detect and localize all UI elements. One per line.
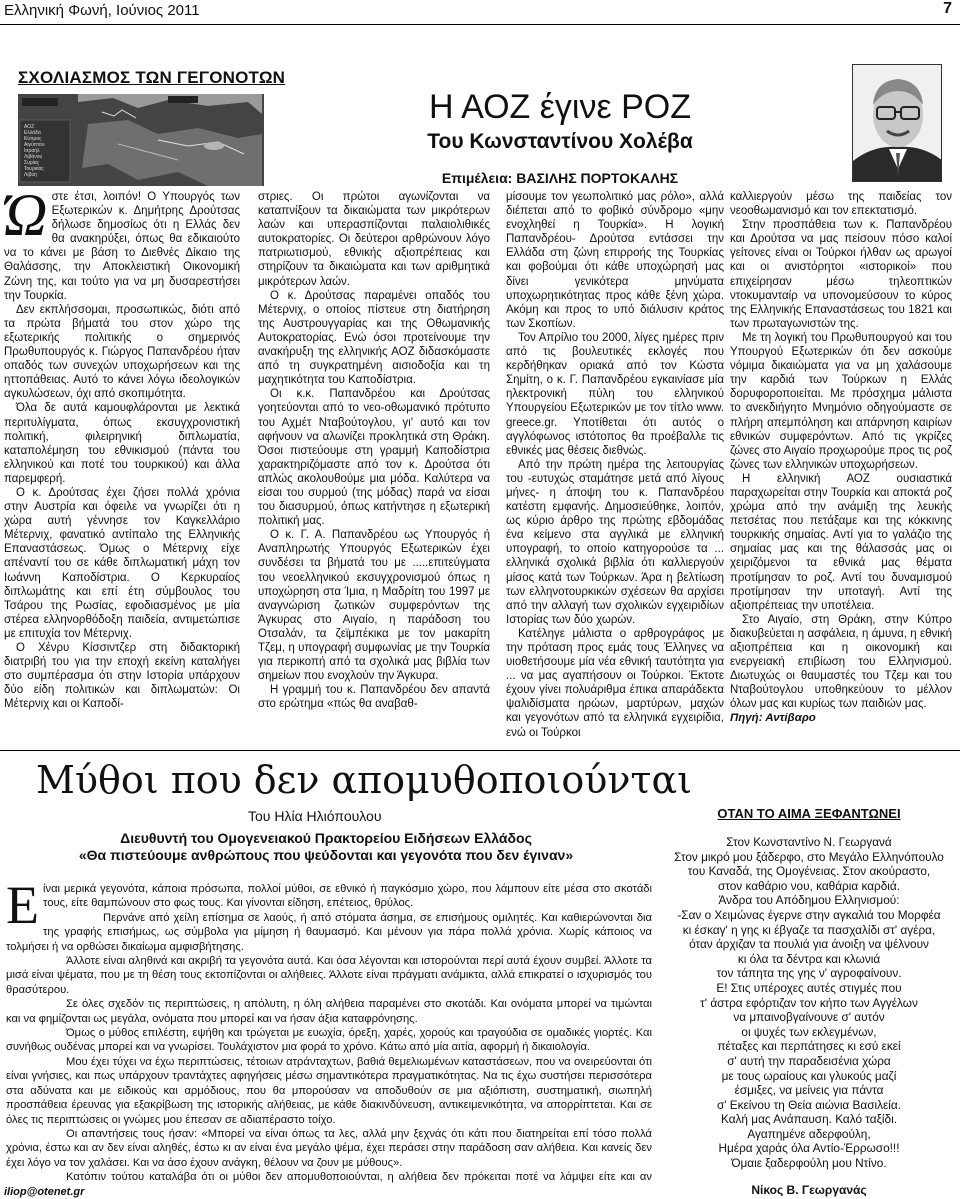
map-legend: [24, 124, 68, 178]
paragraph: Στην προσπάθεια των κ. Παπανδρέου και Δρούτσα να μας πείσουν πόσο καλοί γείτονες είναι οι Τούρκοι ήλθαν ως αρωγοί και οι ανιστόρητοι «ιστορικοί» που επιχείρησαν μέσω τηλεοπτικών ντοκυμανταίρ να υπονομεύσουν το κύρος της Ελληνικής Επαναστάσεως του 1821 και των πρωταγωνιστών της.: [730, 219, 952, 330]
drop-cap: Ώ: [4, 190, 48, 248]
poem-line: κι έσκαγ' η γης κι έβγαζε τα πασχαλίδι στ' αγέρα,: [682, 922, 936, 937]
publication-title: Ελληνική Φωνή, Ιούνιος 2011: [4, 2, 200, 19]
paragraph: Όμως ο μύθος επιλέστη, εψήθη και τρώγεται με ευωχία, όρεξη, χαρές, χορούς και τραγούδια σε ομαδικές γιορτές. Και συνήθως ουδένας μπορεί και να γνωρίσει. Τουλάχιστον μια φορά το χρόνο. Κάτω από μία αιτία, αφορμή ή δικαιολογία.: [6, 1027, 652, 1054]
paragraph: Με τη λογική του Πρωθυπουργού και του Υπουργού Εξωτερικών ότι δεν ασκούμε νόμιμα δικαιώματα για να μη χαλάσουμε την καρδιά των Τούρκων η Ελλάς δορυφοροποιείται. Με πρόσχημα μάλιστα το ανεκδιήγητο Μνημόνιο οδηγούμαστε σε πλήρη απεμπόληση και απάρνηση καιρίων εθνικών συμφερόντων. Από τις γκρίζες ζώνες στο Αιγαίο προχωρούμε προς τις ροζ ζώνες των ελληνικών υποχωρήσεων.: [730, 331, 952, 471]
paragraph: Η γραμμή του κ. Παπανδρέου δεν απαντά στο ερώτημα «πώς θα αναβαθ-: [258, 684, 490, 711]
poem-line: να μπαινοβγαίνουνε σ' αυτόν: [733, 1010, 885, 1025]
poem-line: Ε! Στις υπέροχες αυτές στιγμές που: [716, 980, 902, 995]
poem-line: τον τάπητα της γης ν' αγροφαίνουν.: [716, 966, 902, 981]
poem-line: Στον μικρό μου ξάδερφο, στο Μεγάλο Ελληνόπουλο: [674, 849, 944, 864]
article-title: Η ΑΟΖ έγινε ΡΟΖ: [429, 88, 691, 126]
poem-line: τ' άστρα εφόρτιζαν τον κήπο των Αγγέλων: [700, 995, 918, 1010]
page-number: 7: [943, 0, 952, 17]
paragraph: Κατέληγε μάλιστα ο αρθρογράφος με την πρόταση προς εμάς τους Έλληνες να υιοθετήσουμε μία νέα εθνική ταυτότητα για ... να μας αγαπήσουν οι Τούρκοι. Έκτοτε έχουν γίνει πολυάριθμα έπικα απαράδεκτα ψαλιδίσματα ηρώων, μαρτύρων, μαχών και γεγονότων από τα ελληνικά εγχειρίδια, ενώ οι Τούρκοι: [506, 627, 724, 739]
article-subtitle-quote: «Θα πιστεύουμε ανθρώπους που ψεύδονται και γεγονότα που δεν έγιναν»: [78, 847, 574, 863]
poem-line: Ημέρα χαράς όλα Αντίο-Έρρωσο!!!: [718, 1141, 900, 1156]
header-rule: [0, 24, 960, 25]
map-legend-item: Λιβάνου: [24, 154, 43, 160]
map-legend-item: Κύπρος: [24, 136, 42, 142]
paragraph: Σε όλες σχεδόν τις περιπτώσεις, η απόλυτη, η όλη αλήθεια παραμένει στο σκοτάδι. Και ονόματα μπορεί να τιμώνται και να φημίζονται ως μεγάλα, ονόματα που μπορεί και να ήσαν άξια καταφρόνησης.: [6, 998, 652, 1025]
paragraph: Ο κ. Δρούτσας έχει ζήσει πολλά χρόνια στην Αυστρία και όφειλε να γνωρίζει ότι η χώρα αυτή γέννησε τον Καγκελλάριο Μέτερνιχ, φανατικό αντίπαλο της Ελληνικής Επαναστάσεως. Όμως ο Μέτερνιχ είχε απέναντί του σε κάθε διπλωματική μάχη τον Ιωάννη Καποδίστρια. Ο Κερκυραίος διπλωμάτης και επί έτη σύμβουλος του Τσάρου της Ρωσίας, εφοδιασμένος με μία στέρεα ελληνορθόδοξη παιδεία, αντιμετώπισε με επιτυχία τον Μέτερνιχ.: [4, 486, 240, 640]
article-divider: [0, 750, 960, 751]
paragraph-text: ίναι μερικά γεγονότα, κάποια πρόσωπα, πολλοί μύθοι, σε εθνικό ή παγκόσμιο χώρο, που λάμπουν είτε μέσα στο σκοτάδι τους, είτε θαμπώνουν στο φως τους. Και γίνονται είδηση, επέτειος, θρύλος.: [43, 883, 652, 910]
source-credit: Πηγή: Αντίβαρο: [730, 712, 816, 725]
paragraph: Ο κ. Γ. Α. Παπανδρέου ως Υπουργός ή Αναπληρωτής Υπουργός Εξωτερικών έχει συνδέσει τα βήματά του με .....επιτεύγματα του νεοελληνικού εκσυγχρονισμού όπως η υποχώρηση στα Ίμια, η Μαδρίτη του 1997 με αναγνώριση ζωτικών συμφερόντων της Άγκυρας στο Αιγαίο, η παράδοση του Οτσαλάν, τα ζεϊμπέκικα με τον μακαρίτη Τζεμ, η υπογραφή συμφωνίας με την Τουρκία για περικοπή από τα σχολικά μας βιβλία των σημείων που ενοχλούν την Άγκυρα.: [258, 529, 490, 683]
poem-line: Καλή μας Ανάπαυση. Καλό ταξίδι.: [720, 1112, 897, 1127]
paragraph: Από την πρώτη ημέρα της λειτουργίας του -ευτυχώς σταμάτησε μετά από λίγους μήνες- η άποψη του κ. Παπανδρέου κατέστη εμφανής. Δημοσιεύθηκε, λοιπόν, ως κύριο άρθρο της πρώτης εβδομάδας ένα κείμενο στα αγγλικά με ελληνική υπογραφή, το οποίο κατηγορούσε τα ... ελληνικά σχολικά βιβλία ότι καλλιεργούν μίσος κατά των Τούρκων. Άρα η βελτίωση των ελληνοτουρκικών σχέσεων θα αρχίσει από την αλλαγή των σχολικών εγχειριδίων Ιστορίας των δύο χωρών.: [506, 458, 724, 626]
poem-line: με τους ωραίους και γλυκούς μαζί: [721, 1068, 897, 1083]
poem-line: στον καθάριο νου, καθάρια καρδιά.: [717, 878, 901, 893]
paragraph: Άλλοτε είναι αληθινά και ακριβή τα γεγονότα αυτά. Και όσα λέγονται και ιστορούνται περί αυτά έχουν συμβεί. Άλλοτε τα μισά είναι ψέματα, που με τη θέση τους εκτοπίζονται οι αλήθειες. Άλλοτε είναι πράγματι ανάμικτα, αλλά επικρατεί ο ισχυρισμός του θρασύτερου.: [6, 955, 652, 996]
paragraph: μίσουμε τον γεωπολιτικό μας ρόλο», αλλά διέπεται από το φοβικό σύνδρομο «μην ενοχληθεί η Τουρκία». Η λογική Παπανδρέου- Δρούτσα εντάσσει την Ελλάδα στη ζώνη επιρροής της Τουρκίας και φοβούμαι ότι κάθε υποχώρησή μας δίνει γενικότερα μηνύματα υποχωρητικότητας προς κάθε ξένη χώρα. Ακόμη και προς το υπό διάλυσιν κράτος των Σκοπίων.: [506, 191, 724, 330]
poem-line: του Καναδά, της Ομογένειας. Στον ακούραστο,: [687, 864, 931, 879]
paragraph: Η ελληνική ΑΟΖ ουσιαστικά παραχωρείται στην Τουρκία και αποκτά ροζ χρώμα από την ανάμιξη της λευκής πετσέτας που πετάξαμε και της κόκκινης τουρκικής σημαίας. Αντί για το γαλάζιο της σημαίας μας και της θάλασσάς μας οι χειριζόμενοι τα εθνικά μας θέματα προτίμησαν το ροζ. Αντί του δυναμισμού προτίμησαν την υποταγή. Αντί της αξιοπρέπειας την υποτέλεια.: [730, 472, 952, 612]
affiliation-line: Διευθυντή του Ομογενειακού Πρακτορείου Ειδήσεων Ελλάδος: [120, 830, 532, 846]
author-email: iliop@otenet.gr: [4, 1186, 85, 1198]
map-legend-item: Ελλάδα: [24, 130, 41, 136]
map-legend-item: Τουρκίας: [24, 166, 44, 172]
poem-line: κι όλα τα δέντρα και κλωνιά: [737, 951, 881, 966]
poem-line: -Σαν ο Χειμώνας έγερνε στην αγκαλιά του Μορφέα: [677, 907, 941, 922]
map-legend-item: Αιγύπτου: [24, 142, 45, 148]
portrait-graphic: [853, 65, 942, 182]
author-affiliation: [6, 830, 646, 864]
poem-line: έσμιξες, να μείνεις για πάντα: [734, 1083, 884, 1098]
map-legend-item: Ισραήλ: [24, 148, 40, 154]
paragraph: καλλιεργούν μέσω της παιδείας τον νεοοθωμανισμό και τον επεκτατισμό.: [730, 191, 952, 218]
paragraph: Κατόπιν τούτου καταλάβα ότι οι μύθοι δεν απομυθοποιούνται, η αλήθεια δεν πρόκειται ποτέ να λάμψει είτε και αν: [66, 1171, 652, 1184]
drop-cap: Ε: [6, 882, 39, 935]
poem-line: όταν άρχιζαν τα πουλιά για άνοιξη να ψέλνουν: [689, 937, 929, 952]
map-legend-item: Λιβύη: [24, 172, 37, 178]
paragraph: Στο Αιγαίο, στη Θράκη, στην Κύπρο διακυβεύεται η ασφάλεια, η άμυνα, η εθνική αξιοπρέπεια και η οικονομική και ενεργειακή επιβίωση του Ελληνισμού. Διωτυχώς οι θαυμαστές του Τζεμ και του Νταβούτογλου υποθηκεύουν το μέλλον όλων μας και κυρίως των παιδιών μας.: [730, 613, 952, 711]
paragraph: Μου έχει τύχει να έχω περιπτώσεις, τέτοιων ατράνταχτων, βαθιά θεμελιωμένων καταστάσεων, που να ονειρεύονται ότι είναι γνήσιες, και πως υπάρχουν τραντάχτες αφηγήσεις μέσω σημαντικότερα πραγματικότητας. Να τις έχω συστήσει περισσότερα στα αδύνατα και με ειδικούς και αρμόδιους, που θα μπορούσαν να αποδυθούν σε μια αξιόπιστη, συστηματική, σιωπηλή προσπάθεια έρευνας για εξακρίβωση της ιστορικής αλήθειας, με κάθε διακινδύνευση, αντικειμενικότητα, να απορρίπτεται. Και σε όλες τις περιπτώσεις οι γνώμες μου έπεσαν σε αδιαπέραστο τοίχο.: [6, 1055, 652, 1126]
poem-title: ΟΤΑΝ ΤΟ ΑΙΜΑ ΞΕΦΑΝΤΩΝΕΙ: [717, 806, 901, 821]
article-title: Μύθοι που δεν απομυθοποιούνται: [36, 758, 693, 802]
paragraph: Δεν εκπλήσσομαι, προσωπικώς, διότι από τα πρώτα βήματά του στον χώρο της εξωτερικής πολιτικής ο σημερινός Πρωθυπουργός κ. Γιώργος Παπανδρέου ήταν οπαδός των συνεχών υποχωρήσεων και της ηττοπάθειας. Αυτό το κάνει λόγω ιδεολογικών αγκυλώσεων, όχι από σκοπιμότητα.: [4, 303, 240, 401]
article-column-3: [506, 190, 724, 747]
author-portrait: [852, 64, 942, 182]
poem-lines: [664, 835, 954, 1171]
poem-line: πέταξες και περπάτησες κι εσύ εκεί: [717, 1039, 901, 1054]
aoz-map-image: [18, 94, 264, 186]
poem-line: σ' αυτή την παραδεισένια χώρα: [727, 1053, 891, 1068]
paragraph: Ο κ. Δρούτσας παραμένει οπαδός του Μέτερνιχ, ο οποίος πίστευε στη διατήρηση της Αυστρουγγαρίας και της Οθωμανικής Αυτοκρατορίας. Ενώ όσοι προτείνουμε την ανακήρυξη της ελληνικής ΑΟΖ διδασκόμαστε από τη συγκρατημένη αισιοδοξία και τη μαχητικότητα του Καποδίστρια.: [258, 289, 490, 387]
paragraph: Τον Απρίλιο του 2000, λίγες ημέρες πριν από τις βουλευτικές εκλογές που κερδήθηκαν οριακά από τον Κώστα Σημίτη, ο κ. Γ. Παπανδρέου εγκαινίασε μία ηλεκτρονική πύλη του ελληνικού Υπουργείου Εξωτερικών με τον τίτλο www. greece.gr. Υποτίθεται ότι αυτός ο αγγλόφωνος ιστότοπος θα προέβαλλε τις εθνικές μας θέσεις διεθνώς.: [506, 331, 724, 457]
paragraph: Οι απαντήσεις τους ήσαν: «Μπορεί να είναι όπως τα λες, αλλά μην ξεχνάς ότι κάτι που διατηρείται επί τόσο πολλά χρόνια, έστω και αν δεν είναι αληθές, έστω κι αν είναι ένα μεγάλο ψέμα, έχει περάσει στην παράδοση σαν αλήθεια. Και κανείς δεν έχει λόγο να τον χαλάσει. Και να άσο έχουν ανάγκη, θέλουν να ζουν με μύθους».: [6, 1127, 652, 1169]
paragraph: στριες. Οι πρώτοι αγωνίζονται να καταπνίξουν τα δικαιώματα των μικρότερων λαών και υπερασπίζονται παλαιολιθικές αυτοκρατορίες. Οι δεύτεροι αρθρώνουν λόγο πατριωτισμού, εθνικής αξιοπρέπειας και στηρίζουν τα δικαιώματα και των αριθμητικά μικρότερων λαών.: [258, 191, 490, 288]
article-editor: Επιμέλεια: ΒΑΣΙΛΗΣ ΠΟΡΤΟΚΑΛΗΣ: [441, 170, 679, 186]
article-byline: Του Κωνσταντίνου Χολέβα: [427, 130, 693, 153]
poem-line: οι ψυχές των εκλεγμένων,: [741, 1024, 877, 1039]
poem-author: Νίκος Β. Γεωργανάς: [751, 1182, 867, 1197]
poem-box: [664, 806, 954, 1197]
article-column-2: [258, 190, 490, 747]
paragraph: Περνάνε από χείλη επίσημα σε λαούς, ή από στόματα άσημα, σε επισήμους ομιλητές. Και καθιερώνονται δια της γραφής επισήμως, ως σύμβολα για μίμηση ή θαυμασμό. Και μένουν για πάρα πολλά χρόνια. Χωρίς κάποιος να τολμήσει ή να ορθώσει δικαίωμα αμφισβήτησης.: [6, 911, 652, 953]
poem-line: Άνδρα του Απόδημου Ελληνισμού:: [718, 893, 900, 908]
paragraph: Όλα δε αυτά καμουφλάρονται με λεκτικά περιτυλίγματα, όπως εκσυγχρονιστική πολιτική, φιλειρηνική διπλωματία, καταπολέμηση του εθνικισμού (πάντα του ελληνικού και ποτέ του τουρκικού) και άλλα παρεμφερή.: [4, 402, 240, 485]
map-legend-item: Συρίας: [24, 160, 40, 166]
article-byline: Του Ηλία Ηλιόπουλου: [248, 808, 382, 824]
paragraph: Οι κ.κ. Παπανδρέου και Δρούτσας γοητεύονται από το νεο-οθωμανικό πρότυπο του Αχμέτ Νταβούτογλου, γι' αυτό και τον αφήνουν να αλωνίζει προκλητικά στη Θράκη. Όσοι πιστεύουμε στη γραμμή Καποδίστρια χαρακτηριζόμαστε από τον κ. Δρούτσα ότι απλώς ακολουθούμε μια μόδα. Καλύτερα να είσαι του συρμού (της μόδας) παρά να είσαι του διασυρμού, όπως κατήντησε η εξωτερική πολιτική μας.: [258, 388, 490, 528]
poem-line: Όμαιε ξαδερφούλη μου Ντίνο.: [731, 1156, 887, 1171]
paragraph-text: στε έτσι, λοιπόν! Ο Υπουργός των Εξωτερικών κ. Δημήτρης Δρούτσας δήλωσε δημοσίως ότι η Ελλάς δεν θα ανακηρύξει, όπως θα εδικαιούτο να το κάνει με βάση το Διεθνές Δίκαιο της Θαλάσσης, την Αποκλειστική Οικονομική Ζώνη της, και τούτο για να μη δυσαρεστήσει την Τουρκία.: [4, 191, 240, 302]
poem-line: Αγαπημένε αδερφούλη,: [747, 1126, 871, 1141]
map-legend-item: ΑΟΖ: [24, 124, 35, 130]
paragraph: [4, 190, 240, 303]
article-column-1: [4, 190, 240, 747]
poem-line: Στον Κωνσταντίνο Ν. Γεωργανά: [726, 835, 892, 849]
page-header: [0, 0, 960, 24]
article-column-4: [730, 190, 952, 747]
poem-line: σ' Εκείνου τη Θεία αιώνια Βασιλεία.: [716, 1097, 902, 1112]
section-heading: ΣΧΟΛΙΑΣΜΟΣ ΤΩΝ ΓΕΓΟΝΟΤΩΝ: [18, 68, 286, 87]
article-body: [6, 882, 652, 1184]
paragraph: Ο Χένρυ Κίσσιντζερ στη διδακτορική διατριβή του για την εποχή εκείνη καταλήγει στο συμπέρασμα ότι στην Ιστορία υπάρχουν δύο είδη πολιτικών και διπλωματών: Οι Μέτερνιχ και οι Καποδί-: [4, 642, 240, 711]
